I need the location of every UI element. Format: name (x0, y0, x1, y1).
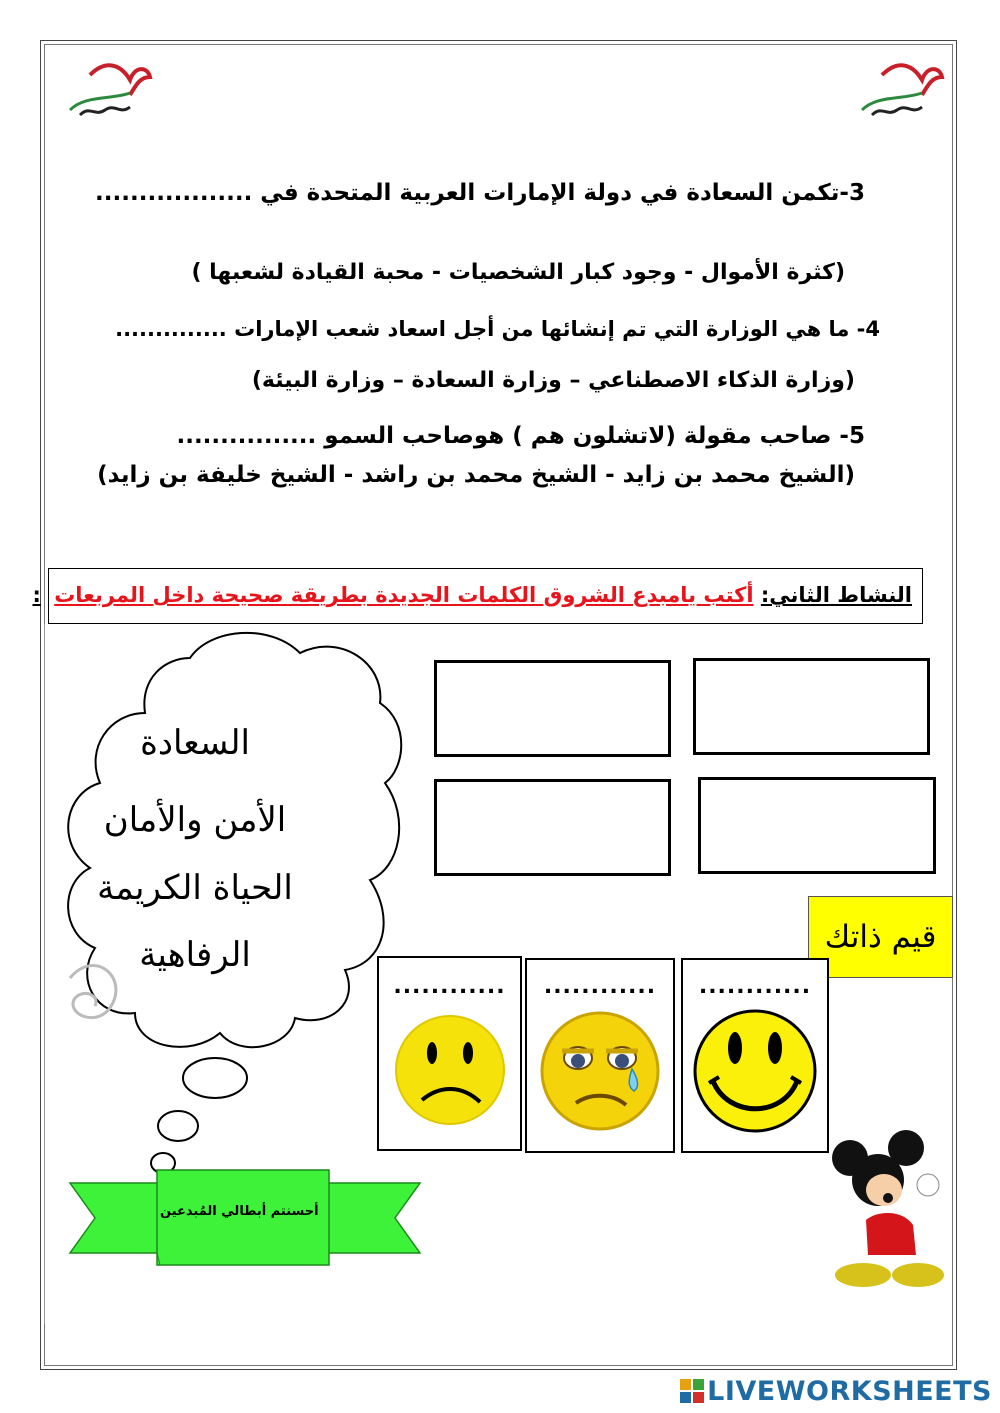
question-4: 4- ما هي الوزارة التي تم إنشائها من أجل اسعاد شعب الإمارات .............. (115, 317, 880, 341)
activity-banner (32, 568, 923, 624)
happy-face-icon (683, 1003, 828, 1148)
face-card-crying-blank: ............ (543, 974, 657, 999)
ribbon-text: أحسنتم أبطالي المُبدعين (160, 1204, 319, 1219)
question-5: 5- صاحب مقولة (لاتشلون هم ) هوصاحب السمو ................ (176, 423, 865, 449)
question-4-options: (وزارة الذكاء الاصطناعي – وزارة السعادة – وزارة البيئة) (251, 368, 855, 393)
face-card-sad[interactable] (377, 956, 522, 1151)
mickey-mouse-icon (828, 1130, 953, 1290)
sad-face-icon (380, 1005, 520, 1145)
question-5-options: (الشيخ محمد بن زايد - الشيخ محمد بن راشد - الشيخ خليفة بن زايد) (97, 462, 855, 488)
answer-box-2[interactable] (693, 658, 930, 755)
cloud-word-safety: الأمن والأمان (103, 800, 287, 840)
cloud-word-decent-life: الحياة الكريمة (97, 868, 293, 908)
face-card-happy-blank: ............ (698, 974, 812, 999)
rate-yourself-label: قيم ذاتك (808, 896, 953, 978)
activity-colon: : (32, 583, 41, 607)
brand-logo-icon (679, 1378, 705, 1404)
activity-heading (32, 583, 912, 607)
thought-cloud (40, 618, 410, 1198)
answer-box-1[interactable] (434, 660, 671, 757)
answer-box-3[interactable] (434, 779, 671, 876)
face-card-happy[interactable] (681, 958, 829, 1153)
cloud-word-happiness: السعادة (140, 723, 250, 763)
footer-brand-text: LIVEWORKSHEETS (707, 1376, 992, 1407)
face-card-sad-blank: ............ (393, 974, 506, 999)
activity-label: النشاط الثاني: (760, 583, 912, 607)
cloud-word-welfare: الرفاهية (139, 935, 251, 975)
activity-instruction: أكتب يامبدع الشروق الكلمات الجديدة بطريقة صحيحة داخل المربعات (54, 583, 754, 607)
answer-box-4[interactable] (698, 777, 936, 874)
logo-right (852, 55, 947, 125)
question-3-options: (كثرة الأموال - وجود كبار الشخصيات - محبة القيادة لشعبها ) (191, 260, 845, 285)
ribbon-banner (65, 1165, 435, 1275)
crying-face-icon (528, 1003, 673, 1148)
question-3: 3-تكمن السعادة في دولة الإمارات العربية المتحدة في .................. (95, 180, 865, 206)
footer-brand (679, 1376, 992, 1407)
logo-left (60, 55, 155, 125)
face-card-crying[interactable] (525, 958, 675, 1153)
